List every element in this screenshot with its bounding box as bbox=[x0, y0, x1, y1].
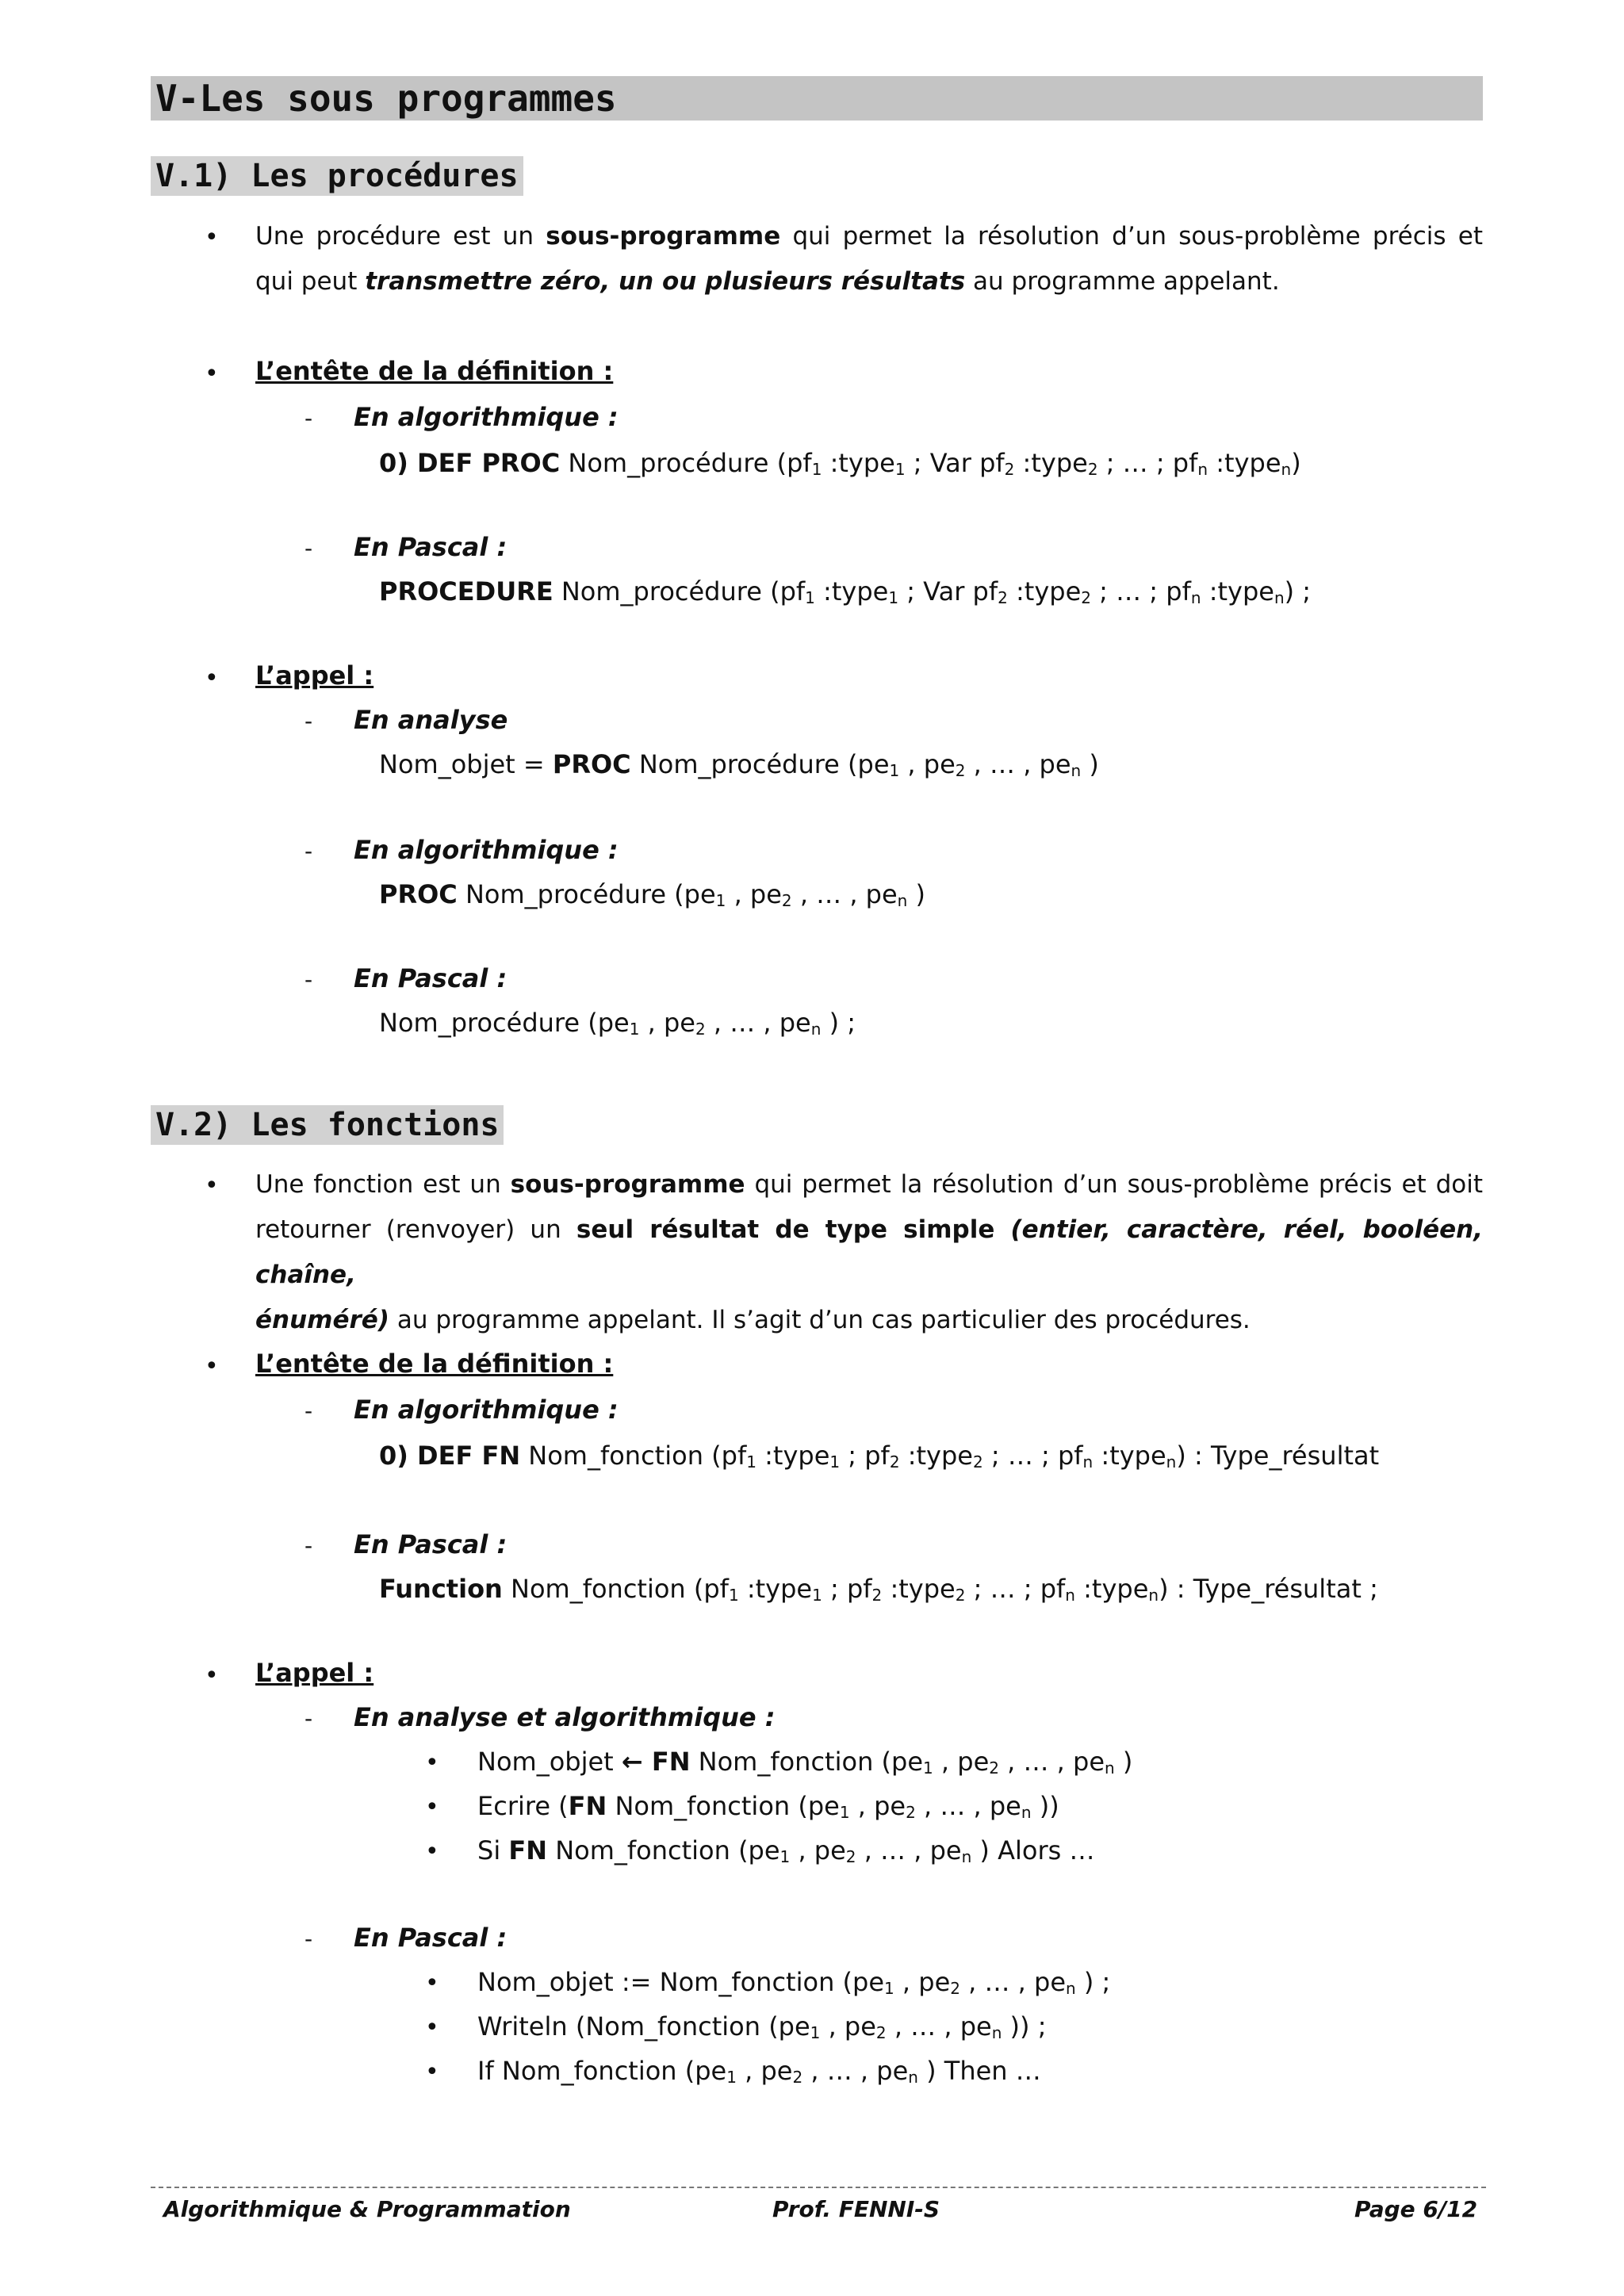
bullet-icon: • bbox=[205, 360, 219, 388]
fonctions-def-pascal-line: Function Nom_fonction ($pf_1$ :type$_1$ ; $pf_2$ :type$_2$ ; … ; $pf_n$ :type$_n$) : Type_résultat ; bbox=[379, 1574, 1378, 1605]
fonctions-intro-line-2: retourner (renvoyer) un seul résultat de type simple (entier, caractère, réel, booléen, chaîne, bbox=[255, 1215, 1483, 1289]
procedures-intro-line-2: qui peut transmettre zéro, un ou plusieurs résultats au programme appelant. bbox=[255, 267, 1280, 296]
bullet-icon: • bbox=[425, 1838, 439, 1866]
fonctions-intro bbox=[255, 1162, 1483, 1343]
bullet-icon: • bbox=[425, 1749, 439, 1777]
procedures-def-algo-label: En algorithmique : bbox=[354, 402, 619, 432]
bullet-icon: • bbox=[425, 2058, 439, 2086]
fonctions-def-title: L’entête de la définition : bbox=[255, 1349, 614, 1379]
fonctions-call-pascal-item: Nom_objet := Nom_fonction ($pe_1$ , $pe_2$ , … , $pe_n$ ) ; bbox=[477, 1967, 1111, 1998]
fonctions-def-algo-label: En algorithmique : bbox=[354, 1395, 619, 1425]
dash-icon: - bbox=[304, 966, 313, 993]
dash-icon: - bbox=[304, 405, 313, 431]
bullet-icon: • bbox=[205, 224, 219, 251]
bullet-icon: • bbox=[205, 1662, 219, 1689]
procedures-call-algo-line: PROC Nom_procédure ($pe_1$ , $pe_2$ , … , $pe_n$ ) bbox=[379, 879, 926, 910]
dash-icon: - bbox=[304, 1705, 313, 1732]
procedures-def-algo-line: 0) DEF PROC Nom_procédure ($pf_1$ :type$_1$ ; Var $pf_2$ :type$_2$ ; … ; $pf_n$ :type$_n$) bbox=[379, 448, 1301, 479]
arrow-left-icon: ← bbox=[621, 1747, 643, 1777]
procedures-call-analyse-label: En analyse bbox=[354, 705, 508, 735]
bullet-icon: • bbox=[425, 1969, 439, 1997]
procedures-call-pascal-line: Nom_procédure ($pe_1$ , $pe_2$ , … , $pe_n$ ) ; bbox=[379, 1008, 856, 1039]
fonctions-def-pascal-label: En Pascal : bbox=[354, 1529, 508, 1559]
procedures-call-algo-label: En algorithmique : bbox=[354, 835, 619, 865]
footer-divider bbox=[151, 2187, 1486, 2188]
fonctions-call-title: L’appel : bbox=[255, 1658, 374, 1688]
fonctions-intro-line-1: Une fonction est un sous-programme qui permet la résolution d’un sous-problème précis et doit bbox=[255, 1170, 1483, 1199]
procedures-def-title: L’entête de la définition : bbox=[255, 356, 614, 386]
section-heading-procedures: V.1) Les procédures bbox=[151, 156, 523, 196]
dash-icon: - bbox=[304, 708, 313, 734]
procedures-call-pascal-label: En Pascal : bbox=[354, 963, 508, 993]
procedures-intro bbox=[255, 214, 1483, 304]
footer-page-number: Page 6/12 bbox=[1354, 2196, 1478, 2222]
footer-author: Prof. FENNI-S bbox=[772, 2196, 940, 2222]
dash-icon: - bbox=[304, 535, 313, 561]
dash-icon: - bbox=[304, 1533, 313, 1559]
page-title: V-Les sous programmes bbox=[155, 77, 617, 120]
dash-icon: - bbox=[304, 1926, 313, 1952]
fonctions-call-algo-item: Ecrire (FN Nom_fonction ($pe_1$ , $pe_2$ , … , $pe_n$ )) bbox=[477, 1791, 1059, 1822]
fonctions-def-algo-line: 0) DEF FN Nom_fonction ($pf_1$ :type$_1$ ; $pf_2$ :type$_2$ ; … ; $pf_n$ :type$_n$) : Type_résultat bbox=[379, 1441, 1380, 1471]
fonctions-call-pascal-item: Writeln (Nom_fonction ($pe_1$ , $pe_2$ , … , $pe_n$ )) ; bbox=[477, 2011, 1047, 2042]
dash-icon: - bbox=[304, 838, 313, 864]
fonctions-intro-line-3: énuméré) au programme appelant. Il s’agit d’un cas particulier des procédures. bbox=[255, 1306, 1251, 1334]
section-heading-fonctions: V.2) Les fonctions bbox=[151, 1105, 504, 1145]
bullet-icon: • bbox=[205, 664, 219, 692]
fonctions-call-algo-item: Si FN Nom_fonction ($pe_1$ , $pe_2$ , … , $pe_n$ ) Alors … bbox=[477, 1835, 1095, 1866]
procedures-intro-line-1: Une procédure est un sous-programme qui permet la résolution d’un sous-problème précis et bbox=[255, 222, 1483, 251]
bullet-icon: • bbox=[425, 1793, 439, 1821]
fonctions-call-algo-item: Nom_objet ← FN Nom_fonction ($pe_1$ , $pe_2$ , … , $pe_n$ ) bbox=[477, 1747, 1133, 1777]
procedures-call-analyse-line: Nom_objet = PROC Nom_procédure ($pe_1$ , $pe_2$ , … , $pe_n$ ) bbox=[379, 749, 1099, 780]
fonctions-call-pascal-label: En Pascal : bbox=[354, 1923, 508, 1953]
footer-course: Algorithmique & Programmation bbox=[163, 2196, 571, 2222]
procedures-call-title: L’appel : bbox=[255, 660, 374, 691]
bullet-icon: • bbox=[205, 1172, 219, 1200]
procedures-def-pascal-label: En Pascal : bbox=[354, 532, 508, 562]
bullet-icon: • bbox=[205, 1353, 219, 1380]
dash-icon: - bbox=[304, 1398, 313, 1424]
procedures-def-pascal-line: PROCEDURE Nom_procédure ($pf_1$ :type$_1$ ; Var $pf_2$ :type$_2$ ; … ; $pf_n$ :type$_n$) ; bbox=[379, 576, 1312, 607]
bullet-icon: • bbox=[425, 2014, 439, 2042]
fonctions-call-pascal-item: If Nom_fonction ($pe_1$ , $pe_2$ , … , $pe_n$ ) Then … bbox=[477, 2056, 1041, 2087]
fonctions-call-algo-label: En analyse et algorithmique : bbox=[354, 1702, 776, 1732]
